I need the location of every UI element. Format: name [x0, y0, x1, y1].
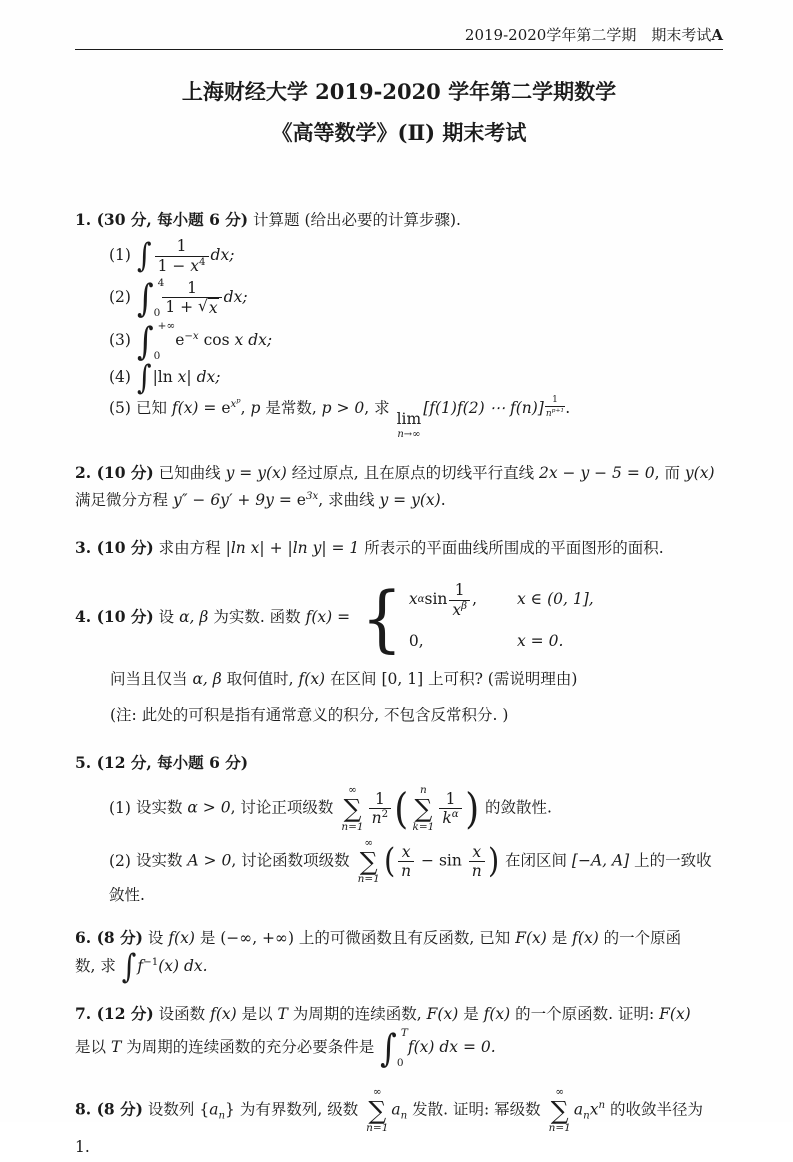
sum-upper-limit: ∞: [348, 784, 357, 797]
math-token: x: [230, 399, 237, 411]
math-token: {: [199, 1100, 210, 1119]
problem-4: [75, 576, 723, 729]
problem-1-number-points: 1. (30 分, 每小题 6 分): [75, 209, 249, 229]
integral-sign: ∫: [380, 1025, 397, 1071]
sum-lower-limit: n=1: [341, 820, 364, 833]
math-token: }: [225, 1100, 235, 1119]
text-run: 求由方程: [158, 538, 226, 557]
math-token: α, β: [179, 608, 209, 627]
differential: dx;: [191, 368, 221, 387]
math-token: = e: [198, 399, 231, 418]
subscript: n: [583, 1110, 590, 1122]
math-token: [−A, A]: [571, 851, 630, 870]
math-token: x: [408, 590, 418, 609]
text-run: 满足微分方程: [75, 491, 173, 510]
differential: dx;: [210, 246, 235, 265]
problem-5-heading: [75, 749, 723, 778]
math-token: T: [110, 1038, 122, 1057]
text-run: 在区间: [325, 669, 382, 688]
exam-title-line1: 上海财经大学 2019-2020 学年第二学期数学: [181, 79, 617, 104]
summation: [366, 1087, 388, 1134]
paper-code: A: [711, 26, 723, 44]
limit-word: lim: [396, 410, 422, 429]
sigma: ∑: [550, 1095, 569, 1125]
math-token: 1 +: [165, 298, 199, 317]
math-token: n: [371, 809, 382, 828]
text-run: , 求曲线: [318, 491, 380, 510]
fraction: [155, 237, 209, 275]
text-run: 是: [194, 929, 221, 948]
problem-5-number-points: 5. (12 分, 每小题 6 分): [75, 752, 249, 772]
case-2-expression: 0,: [408, 632, 424, 651]
fraction: [369, 790, 392, 828]
cases-brace: {: [361, 576, 403, 661]
sigma: ∑: [414, 793, 433, 823]
left-paren: (: [394, 783, 409, 833]
text-run: 所表示的平面曲线所围成的平面图形的面积.: [359, 538, 664, 557]
exponent: 4: [199, 256, 206, 268]
text-run: , 讨论函数项级数: [231, 851, 350, 870]
item-label: (1): [109, 798, 131, 817]
text-run: 上可积? (需说明理由): [423, 669, 578, 688]
sum-lower-limit: n=1: [357, 873, 380, 886]
math-token: f(x): [168, 929, 195, 948]
problem-2: [75, 459, 723, 515]
integral-limits: [153, 277, 165, 319]
exponent: n: [598, 1100, 606, 1112]
math-token: p: [250, 399, 261, 418]
problem-8-number-points: 8. (8 分): [75, 1099, 143, 1119]
math-token: a: [391, 1100, 401, 1119]
text-run: 的一个原函数. 证明:: [510, 1004, 660, 1023]
problem-3-text: [75, 534, 723, 563]
math-token: x: [190, 256, 200, 275]
math-token: y = y(x): [379, 491, 441, 510]
differential: dx = 0.: [434, 1038, 496, 1057]
fraction-numerator: 1: [454, 581, 465, 600]
math-token: 2x − y − 5 = 0: [539, 463, 655, 482]
integral-limits: [153, 320, 176, 362]
header-term: 2019-2020学年第二学期: [464, 26, 637, 44]
item-label: (2): [109, 851, 131, 870]
exponent: p: [236, 396, 241, 405]
math-token: f(x): [171, 399, 199, 418]
fraction-numerator: 1: [552, 395, 558, 406]
exponent: −x: [184, 331, 199, 343]
sum-lower-limit: n=1: [366, 1122, 389, 1135]
summation: [358, 838, 380, 885]
math-token: [f(1)f(2) ⋯ f(n)]: [423, 399, 544, 418]
radical-sign: √: [198, 297, 208, 316]
sum-lower-limit: k=1: [412, 820, 435, 833]
item-label: (2): [109, 288, 131, 307]
math-token: T: [277, 1004, 288, 1023]
problem-1-item-1: [109, 237, 723, 275]
square-root: [198, 298, 219, 317]
problem-7: [75, 1000, 723, 1069]
text-run: 是: [546, 929, 573, 948]
math-token: x: [177, 368, 187, 387]
text-run: 在闭区间: [504, 851, 572, 870]
integral-lower-limit: 0: [396, 1056, 404, 1069]
integral-upper-limit: +∞: [157, 320, 176, 333]
text-run: 是以: [236, 1004, 278, 1023]
math-token: |ln: [152, 368, 178, 387]
sigma: ∑: [368, 1095, 387, 1125]
problem-5: [75, 749, 723, 905]
text-run: 是: [458, 1004, 484, 1023]
math-token: y(x): [684, 463, 715, 482]
sum-upper-limit: ∞: [364, 837, 374, 850]
problem-7-text: [75, 1000, 723, 1069]
text-run: 经过原点, 且在原点的切线平行直线: [286, 463, 540, 482]
fraction-numerator: x: [401, 842, 411, 861]
math-token: 1 −: [157, 256, 191, 275]
math-token: [0, 1]: [381, 669, 424, 688]
math-token: .: [565, 399, 571, 418]
problem-1-items: [109, 237, 723, 439]
integral: [136, 275, 165, 321]
problem-1-item-5: [109, 395, 723, 440]
math-token: f: [137, 956, 144, 975]
piecewise-cases: [359, 576, 594, 661]
math-token: f(x) =: [305, 608, 356, 627]
text-run: 已知: [135, 399, 172, 418]
text-run: 设函数: [158, 1004, 211, 1023]
problem-1: [75, 206, 723, 440]
differential: dx.: [179, 956, 208, 975]
problem-8: [75, 1087, 723, 1161]
exponent: [230, 396, 241, 411]
math-token: e: [175, 331, 185, 350]
exponent: β: [461, 600, 468, 612]
math-token: F(x): [426, 1004, 459, 1023]
page-header: [75, 24, 723, 50]
text-run: 为周期的连续函数,: [287, 1004, 427, 1023]
fraction-denominator: [369, 808, 392, 827]
sum-upper-limit: ∞: [555, 1086, 565, 1099]
math-token: n: [545, 409, 552, 420]
text-run: 设: [158, 608, 180, 627]
exponent: α: [451, 809, 459, 821]
right-paren: ): [487, 841, 500, 882]
fraction: [439, 790, 461, 828]
fraction-denominator: [155, 256, 209, 275]
text-run: (注: 此处的可积是指有通常意义的积分, 不包含反常积分. ): [110, 706, 509, 725]
text-run: 设实数: [135, 851, 188, 870]
text-run: ,: [240, 399, 251, 418]
problem-1-heading: [75, 206, 723, 235]
exam-title: [75, 72, 723, 154]
integral-sign: ∫: [136, 358, 152, 398]
problem-3: [75, 534, 723, 563]
fraction: [398, 843, 414, 881]
math-token: f(x): [572, 929, 599, 948]
problem-4-lead: [75, 576, 723, 661]
fraction-denominator: [449, 600, 470, 619]
text-run: 为有界数列, 级数: [234, 1100, 359, 1119]
integral-sign: ∫: [121, 946, 137, 986]
math-token: a: [209, 1100, 219, 1119]
math-token: (x): [158, 956, 180, 975]
problem-1-desc: 计算题 (给出必要的计算步骤).: [253, 210, 461, 229]
math-token: F(x): [515, 929, 547, 948]
integral-limits: [396, 1027, 408, 1069]
exponent: 2: [381, 809, 389, 821]
integral: [136, 236, 153, 276]
text-run: 设数列: [147, 1100, 200, 1119]
math-token: f(x): [210, 1004, 237, 1023]
item-label: (1): [109, 246, 131, 265]
math-token: |: [186, 368, 192, 387]
fraction-denominator: [439, 808, 461, 827]
fraction-numerator: 1: [374, 789, 385, 808]
text-run: 为周期的连续函数的充分必要条件是: [121, 1038, 375, 1057]
integral-lower-limit: 0: [153, 306, 161, 319]
fraction: [162, 279, 221, 318]
sum-upper-limit: n: [420, 784, 427, 797]
sum-lower-limit: n=1: [548, 1122, 571, 1135]
item-label: (3): [109, 331, 131, 350]
text-run: 1.: [75, 1137, 90, 1156]
problem-2-text: [75, 459, 723, 515]
fraction: [469, 843, 485, 881]
text-run: 问当且仅当: [110, 669, 193, 688]
math-token: x: [234, 331, 244, 350]
math-token: A > 0: [187, 851, 232, 870]
fraction-numerator: 1: [187, 278, 197, 297]
text-run: 取何值时,: [221, 669, 299, 688]
math-token: x: [589, 1100, 599, 1119]
text-run: .: [440, 491, 446, 510]
integral-sign: ∫: [136, 275, 154, 321]
integral-sign: ∫: [136, 236, 152, 276]
math-token: p > 0: [321, 399, 365, 418]
exponent: −1: [143, 956, 159, 968]
summation: [341, 785, 363, 832]
math-token: k: [442, 809, 452, 828]
math-token: α, β: [192, 669, 222, 688]
problem-6-text: [75, 924, 723, 986]
problem-3-number-points: 3. (10 分): [75, 537, 154, 557]
text-run: , 而: [654, 463, 685, 482]
math-token: f(x): [483, 1004, 511, 1023]
problem-5-item-2: [109, 838, 723, 905]
fraction-denominator: [545, 406, 565, 420]
problem-4-number-points: 4. (10 分): [75, 607, 154, 627]
math-token: a: [573, 1100, 584, 1119]
exponent-fraction: [545, 395, 565, 421]
problem-1-item-2: [109, 275, 723, 321]
fraction-denominator: n: [398, 861, 414, 880]
integral-upper-limit: 4: [157, 277, 165, 290]
fraction-numerator: 1: [445, 789, 456, 808]
item-label: (5): [109, 399, 131, 418]
integral: [136, 318, 176, 364]
math-token: − sin: [416, 851, 467, 870]
math-token: f(x): [298, 669, 326, 688]
problem-6: [75, 924, 723, 986]
sigma: ∑: [343, 793, 362, 823]
problem-1-item-4: [109, 358, 723, 398]
text-run: , 求: [364, 399, 395, 418]
subscript: n: [218, 1110, 226, 1122]
text-run: 上的一致收敛性.: [109, 851, 712, 904]
item-label: (4): [109, 368, 131, 387]
integral-lower-limit: 0: [153, 349, 161, 362]
text-run: , 讨论正项级数: [230, 798, 334, 817]
case-1-expression: [409, 581, 477, 619]
math-token: f(x): [407, 1038, 435, 1057]
math-token: α > 0: [187, 798, 231, 817]
text-run: 的敛散性.: [485, 798, 552, 817]
fraction-denominator: n: [469, 861, 485, 880]
sum-upper-limit: ∞: [372, 1086, 382, 1099]
integral: [136, 358, 153, 398]
math-token: ,: [472, 590, 478, 609]
problem-5-item-1: [109, 785, 723, 832]
problem-2-number-points: 2. (10 分): [75, 462, 154, 482]
differential: dx;: [223, 288, 248, 307]
math-token: sin: [424, 590, 448, 609]
fraction: [449, 581, 470, 619]
text-run: 为实数. 函数: [208, 608, 306, 627]
text-run: 上的可微函数且有反函数, 已知: [294, 929, 516, 948]
fraction-denominator: [162, 297, 221, 317]
integral-upper-limit: T: [400, 1027, 408, 1040]
exam-title-line2: 《高等数学》(Ⅱ) 期末考试: [271, 119, 527, 145]
exponent: 3x: [305, 491, 319, 503]
text-run: 设实数: [135, 798, 188, 817]
right-paren: ): [464, 783, 479, 833]
integral-sign: ∫: [136, 318, 154, 364]
text-run: 是常数,: [260, 399, 322, 418]
problem-5-items: [109, 785, 723, 905]
math-token: |ln x| + |ln y| = 1: [225, 538, 360, 557]
text-run: 是以: [75, 1038, 111, 1057]
math-token: F(x): [659, 1004, 691, 1023]
differential: dx;: [243, 331, 273, 350]
integral: [379, 1025, 408, 1071]
problem-7-number-points: 7. (12 分): [75, 1003, 154, 1023]
text-run: 已知曲线: [158, 463, 226, 482]
math-token: y″ − 6y′ + 9y: [172, 491, 274, 510]
math-token: x: [452, 600, 462, 619]
problem-8-text: [75, 1087, 723, 1161]
summation: [413, 785, 435, 832]
case-2-condition: x = 0.: [517, 632, 564, 651]
math-token: = e: [273, 491, 306, 510]
math-token: cos: [198, 331, 235, 350]
exponent: p+1: [551, 407, 565, 415]
text-run: 数, 求: [75, 956, 116, 975]
problem-4-question: [110, 666, 723, 694]
radicand: x: [208, 299, 218, 318]
integral: [121, 946, 138, 986]
fraction-numerator: x: [472, 842, 482, 861]
limit-subscript: n→∞: [397, 428, 421, 440]
text-run: 的一个原函: [598, 929, 682, 948]
fraction-numerator: 1: [176, 237, 187, 256]
text-run: 的收敛半径为: [605, 1100, 703, 1119]
exponent: α: [417, 594, 425, 606]
cases-rows: [409, 581, 594, 655]
left-paren: (: [383, 841, 396, 882]
problem-4-note: [110, 702, 723, 730]
summation: [549, 1087, 571, 1134]
sigma: ∑: [359, 846, 378, 876]
case-1-condition: x ∈ (0, 1],: [517, 590, 594, 609]
math-token: (−∞, +∞): [220, 929, 294, 948]
limit-operator: [397, 412, 422, 440]
subscript: n: [400, 1110, 408, 1122]
math-token: y = y(x): [225, 463, 287, 482]
problem-6-number-points: 6. (8 分): [75, 928, 143, 948]
problem-1-item-3: [109, 318, 723, 364]
text-run: 设: [147, 929, 169, 948]
header-exam-label: 期末考试: [651, 26, 712, 44]
text-run: 发散. 证明: 幂级数: [407, 1100, 541, 1119]
